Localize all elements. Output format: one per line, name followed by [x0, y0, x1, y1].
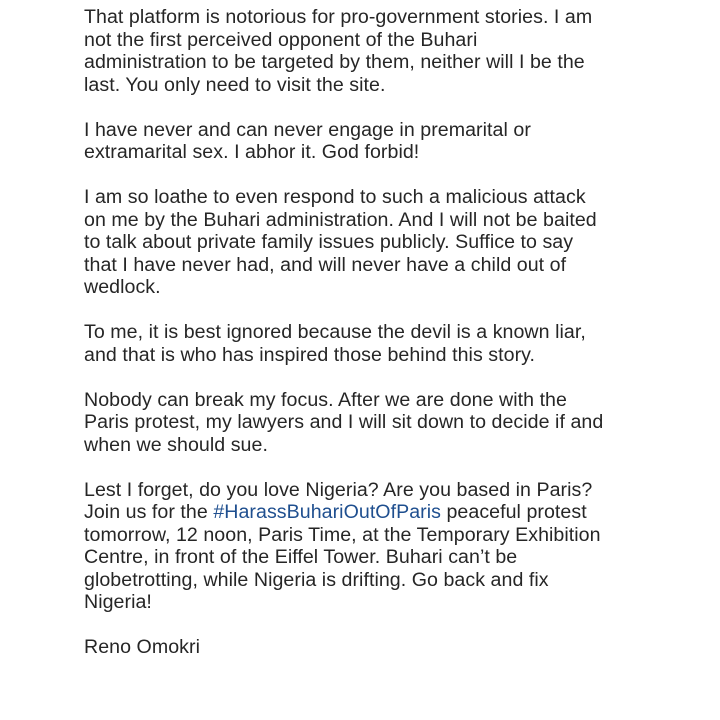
paragraph-2 — [84, 119, 670, 164]
text-line: extramarital sex. I abhor it. God forbid! — [84, 141, 420, 163]
text-line: and that is who has inspired those behind this story. — [84, 343, 536, 366]
text-line: to talk about private family issues publicly. Suffice to say — [84, 231, 574, 253]
text-line: tomorrow, 12 noon, Paris Time, at the Temporary Exhibition — [84, 523, 601, 546]
text-line: Nigeria! — [84, 591, 152, 613]
paragraph-3 — [84, 186, 670, 299]
text-line: Nobody can break my focus. After we are done with the — [84, 388, 567, 411]
text-line: administration to be targeted by them, neither will I be the — [84, 51, 585, 73]
text-line: that I have never had, and will never have a child out of — [84, 253, 567, 276]
text-line: on me by the Buhari administration. And I will not be baited — [84, 208, 597, 231]
text-line: Lest I forget, do you love Nigeria? Are you based in Paris? — [84, 478, 593, 501]
text-line: I am so loathe to even respond to such a malicious attack — [84, 186, 586, 208]
paragraph-6 — [84, 479, 670, 614]
text-line: last. You only need to visit the site. — [84, 73, 386, 96]
text-line: I have never and can never engage in premarital or — [84, 118, 531, 141]
text-segment: peaceful protest — [440, 501, 587, 523]
text-line: not the first perceived opponent of the Buhari — [84, 28, 478, 51]
text-line: That platform is notorious for pro-government stories. I am — [84, 6, 593, 28]
text-line: wedlock. — [84, 276, 161, 298]
hashtag-link[interactable]: #HarassBuhariOutOfParis — [213, 501, 441, 523]
paragraph-1 — [84, 6, 670, 96]
text-line-with-hashtag — [84, 501, 670, 524]
paragraph-4 — [84, 321, 670, 366]
text-line: Centre, in front of the Eiffel Tower. Buhari can’t be — [84, 546, 518, 568]
text-line: To me, it is best ignored because the devil is a known liar, — [84, 321, 586, 343]
text-segment: Join us for the — [84, 501, 214, 523]
author-signature: Reno Omokri — [84, 636, 200, 658]
paragraph-5 — [84, 389, 670, 457]
text-line: Paris protest, my lawyers and I will sit down to decide if and — [84, 411, 604, 433]
text-line: globetrotting, while Nigeria is drifting. Go back and fix — [84, 568, 549, 591]
text-line: when we should sue. — [84, 433, 268, 456]
